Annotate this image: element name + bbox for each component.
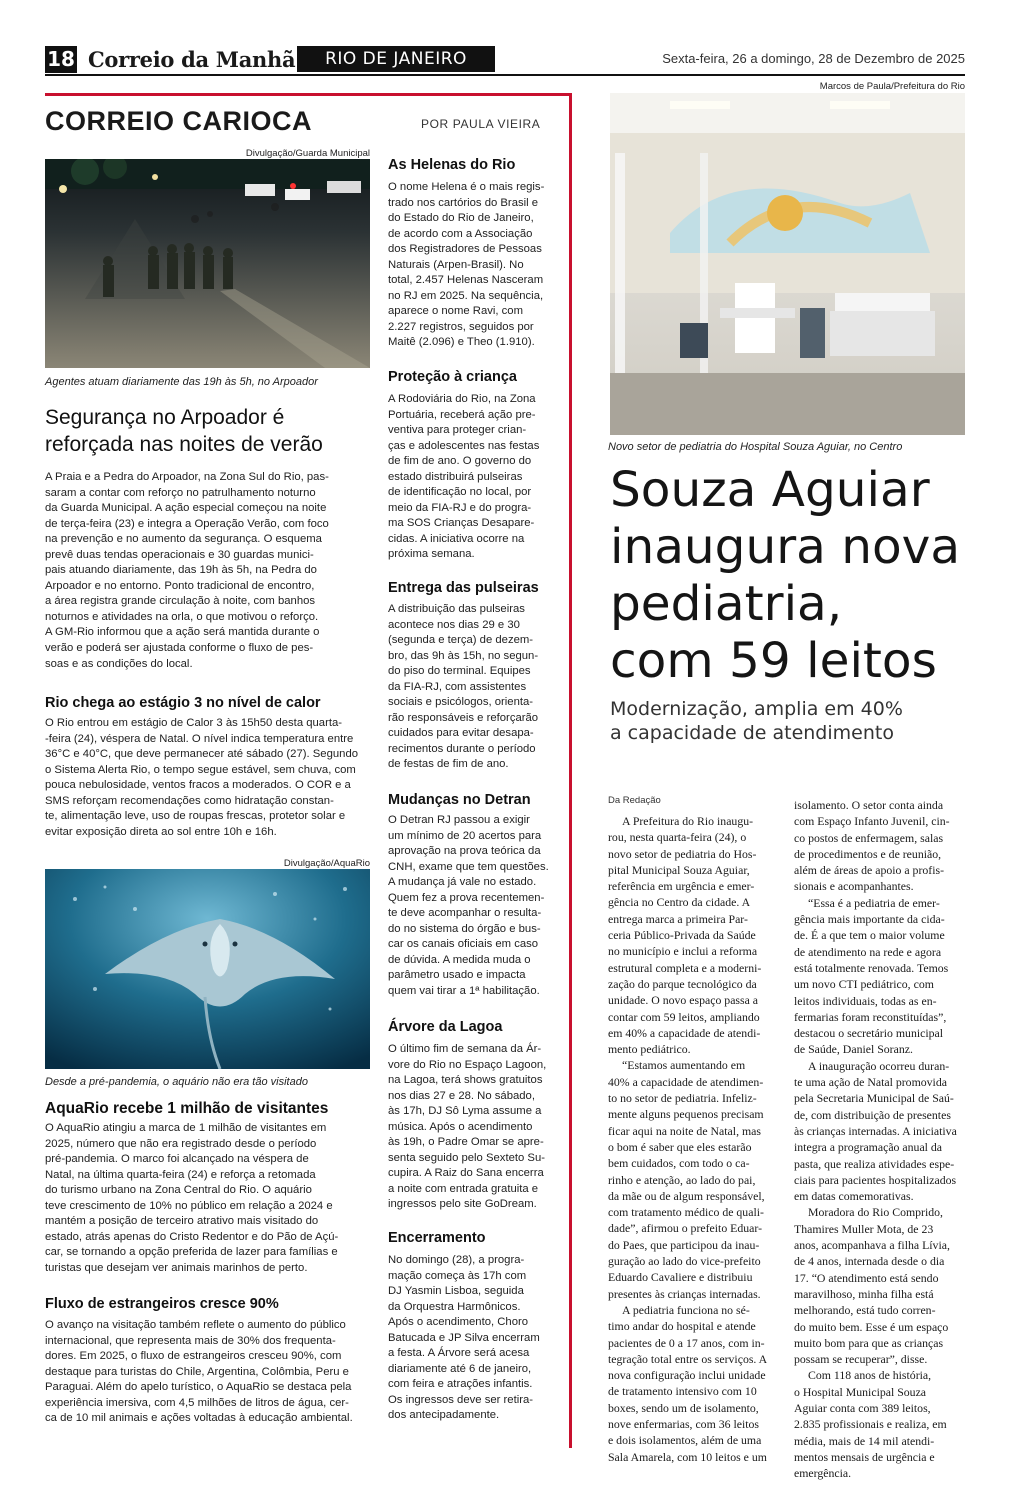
page-header	[0, 0, 1010, 76]
section-tag: RIO DE JANEIRO	[297, 46, 495, 72]
photo-caption: Desde a pré-pandemia, o aquário não era tão visitado	[45, 1076, 308, 1088]
note-title: Encerramento	[388, 1230, 486, 1246]
subhead-estrangeiros: Fluxo de estrangeiros cresce 90%	[45, 1296, 279, 1312]
note-body: O Detran RJ passou a exigir um mínimo de 20 acertos para aprovação na prova teórica da CNH, exame que tem questões. A mudança já vale no estado. Quem fez a prova recentemen- te deve acompanhar o resulta- do no sistema do órgão e bus- car os canais oficiais em caso de dúvida. A medida muda o parâmetro usado e impacta quem vai tirar a 1ª habilitação.	[388, 814, 549, 998]
arpoador-body: A Praia e a Pedra do Arpoador, na Zona Sul do Rio, pas- saram a contar com reforço no patrulhamento noturno da Guarda Municipal. A ação especial começou na noite de terça-feira (23) e integra a Operação Verão, com foco na prevenção e no aumento da segurança. O esquema prevê duas tendas operacionais e 30 guardas munici- pais atuando diariamente, das 19h às 5h, na Pedra do Arpoador e no entorno. Ponto tradicional de encontro, a área registra grande circulação à noite, com banhos noturnos e atividades na orla, o que motivou o reforço. A GM-Rio informou que a ação será mantida durante o verão e poderá ser ajustada conforme o fluxo de pes- soas e as condições do local.	[45, 471, 329, 670]
subhead-calor: Rio chega ao estágio 3 no nível de calor	[45, 695, 321, 711]
photo-credit: Marcos de Paula/Prefeitura do Rio	[819, 81, 965, 92]
note-body: O último fim de semana da Ár- vore do Rio no Espaço Lagoon, na Lagoa, terá shows gratuitos nos dias 27 e 28. No sábado, às 17h, DJ Sô Lyma assume a música. Após o acendimento às 19h, o Padre Omar se apre- senta seguido pelo Sexteto Su- cupira. A Raiz do Sana encerra a noite com entrada gratuita e ingressos pelo site GoDream.	[388, 1043, 547, 1211]
header-rule	[45, 74, 965, 76]
note-title: As Helenas do Rio	[388, 157, 516, 173]
column-title: CORREIO CARIOCA	[45, 106, 313, 136]
estrangeiros-body: O avanço na visitação também reflete o aumento do público internacional, que representa mais de 30% dos frequenta- dores. Em 2025, o fluxo de estrangeiros cresceu 90%, com destaque para turistas do Chile, Argentina, Colômbia, Peru e Paraguai. Além do apelo turístico, o AquaRio se destaca pela experiência imersiva, com 4,5 milhões de litros de água, cer- ca de 10 mil animais e ações voltadas à educação ambiental.	[45, 1319, 353, 1425]
photo-caption: Novo setor de pediatria do Hospital Souza Aguiar, no Centro	[608, 441, 903, 453]
aquario-body: O AquaRio atingiu a marca de 1 milhão de visitantes em 2025, número que não era registrado desde o período pré-pandemia. O marco foi alcançado na véspera de Natal, na última quarta-feira (24) e reforça a retomada do turismo urbano na Zona Central do Rio. O aquário teve crescimento de 10% no público em relação a 2024 e mantém a posição de terceiro atrativo mais visitado do estado, atrás apenas do Cristo Redentor e do Pão de Açú- car, se tornando a opção preferida de lazer para famílias e turistas que desejam ver animais marinhos de perto.	[45, 1122, 339, 1274]
dateline: Sexta-feira, 26 a domingo, 28 de Dezembro de 2025	[662, 51, 965, 66]
column-side-rule	[569, 93, 572, 1448]
page-number: 18	[45, 46, 77, 73]
calor-body: O Rio entrou em estágio de Calor 3 às 15h50 desta quarta- -feira (24), véspera de Natal. O nível indica temperatura entre 36°C e 40°C, que deve permanecer até sábado (27). Segundo o Sistema Alerta Rio, o tempo segue estável, sem chuva, com pouca nebulosidade, ventos fracos a moderados. O COR e a SMS reforçam recomendações como hidratação constan- te, alimentação leve, uso de roupas frescas, protetor solar e evitar exposição direta ao sol entre 10h e 16h.	[45, 717, 359, 838]
pediatria-photo	[610, 93, 965, 435]
author: Da Redação	[608, 795, 661, 806]
note-title: Mudanças no Detran	[388, 792, 531, 808]
photo-credit: Divulgação/Guarda Municipal	[245, 148, 370, 159]
note-body: A distribuição das pulseiras acontece nos dias 29 e 30 (segunda e terça) de dezem- bro, das 9h às 15h, no segun- do piso do terminal. Equipes da FIA-RJ, com assistentes sociais e psicólogos, orienta- rão responsáveis e reforçarão cuidados para evitar desapa- recimentos durante o período de festas de fim de ano.	[388, 603, 539, 771]
note-title: Entrega das pulseiras	[388, 580, 539, 596]
main-body-col1: A Prefeitura do Rio inaugu- rou, nesta quarta-feira (24), o novo setor de pediatria do Hos- pital Municipal Souza Aguiar, referência em urgência e emer- gência no Centro da cidade. A entrega marca a primeira Par- ceria Público-Privada da Saúde no município e inclui a reforma estrutural completa e a moderni- zação do parque tecnológico da unidade. O novo espaço passa a contar com 59 leitos, ampliando em 40% a capacidade de atendi- mento pediátrico. “Estamos aumentando em 40% a capacidade de atendimen- to no setor de pediatria. Infeliz- mente alguns pequenos precisam ficar aqui na noite de Natal, mas o bom é saber que eles estarão bem cuidados, com todo o ca- rinho e atenção, ao lado do pai, da mãe ou de algum responsável, com tratamento médico de quali- dade”, afirmou o prefeito Eduar- do Paes, que participou da inau- guração ao lado do vice-prefeito Eduardo Cavaliere e distribuiu presentes às crianças internadas. A pediatria funciona no sé- timo andar do hospital e atende pacientes de 0 a 17 anos, com in- tegração total entre os serviços. A nova configuração inclui unidade de tratamento intensivo com 10 boxes, sendo um de isolamento, nove enfermarias, com 36 leitos e dois isolamentos, além de uma Sala Amarela, com 10 leitos e um	[608, 814, 768, 1464]
note-body: O nome Helena é o mais regis- trado nos cartórios do Brasil e do Estado do Rio de Janeiro, de acordo com a Associação dos Registradores de Pessoas Naturais (Arpen-Brasil). No total, 2.457 Helenas Nasceram no RJ em 2025. Na sequência, aparece o nome Ravi, com 2.227 registros, seguidos por Maitê (2.096) e Theo (1.910).	[388, 181, 545, 349]
subhead-aquario: AquaRio recebe 1 milhão de visitantes	[45, 1100, 329, 1117]
note-body: No domingo (28), a progra- mação começa às 17h com DJ Yasmin Lisboa, seguida da Orquestra Harmônicos. Após o acendimento, Choro Batucada e JP Silva encerram a festa. A Árvore será acesa diariamente até 6 de janeiro, com feira e atrações infantis. Os ingressos deve ser retira- dos antecipadamente.	[388, 1254, 540, 1422]
deck: Modernização, amplia em 40% a capacidade de atendimento	[610, 698, 903, 744]
column-byline: POR PAULA VIEIRA	[421, 117, 541, 131]
note-body: A Rodoviária do Rio, na Zona Portuária, receberá ação pre- ventiva para proteger crian- ças e adolescentes nas festas de fim de ano. O governo do estado distribuirá pulseiras de identificação no local, por meio da FIA-RJ e do progra- ma SOS Crianças Desapare- cidas. A iniciativa ocorre na próxima semana.	[388, 393, 540, 561]
column-top-rule	[45, 93, 572, 96]
photo-caption: Agentes atuam diariamente das 19h às 5h, no Arpoador	[45, 376, 318, 388]
arpoador-photo	[45, 159, 370, 368]
main-headline: Souza Aguiar inaugura nova pediatria, com 59 leitos	[610, 462, 961, 689]
note-title: Proteção à criança	[388, 369, 517, 385]
photo-credit: Divulgação/AquaRio	[283, 858, 370, 869]
masthead: Correio da Manhã	[88, 47, 296, 72]
note-title: Árvore da Lagoa	[388, 1019, 503, 1035]
main-body-col2: isolamento. O setor conta ainda com Espaço Infanto Juvenil, cin- co postos de enfermagem, salas de procedimentos e de reunião, além de áreas de apoio a profis- sionais e acompanhantes. “Essa é a pediatria de emer- gência mais importante da cida- de. É a que tem o maior volume de atendimento na rede e agora está totalmente renovada. Temos um novo CTI pediátrico, com leitos individuais, todas as en- fermarias foram reconstituídas”, destacou o secretário municipal de Saúde, Daniel Soranz. A inauguração ocorreu duran- te uma ação de Natal promovida pela Secretaria Municipal de Saú- de, com distribuição de presentes às crianças internadas. A iniciativa integra a programação anual da pasta, que realiza atividades espe- ciais para pacientes hospitalizados em datas comemorativas. Moradora do Rio Comprido, Thamires Muller Mota, de 23 anos, acompanhava a filha Lívia, de 4 anos, internada desde o dia 17. “O atendimento está sendo maravilhoso, minha filha está melhorando, está tudo corren- do muito bem. Esse é um espaço muito bom para que as crianças possam se recuperar”, disse. Com 118 anos de história, o Hospital Municipal Souza Aguiar conta com 389 leitos, 2.835 profissionais e realiza, em média, mais de 14 mil atendi- mentos mensais de urgência e emergência.	[794, 798, 957, 1481]
stingray-photo	[45, 869, 370, 1069]
story-headline: Segurança no Arpoador é reforçada nas noites de verão	[45, 406, 323, 456]
